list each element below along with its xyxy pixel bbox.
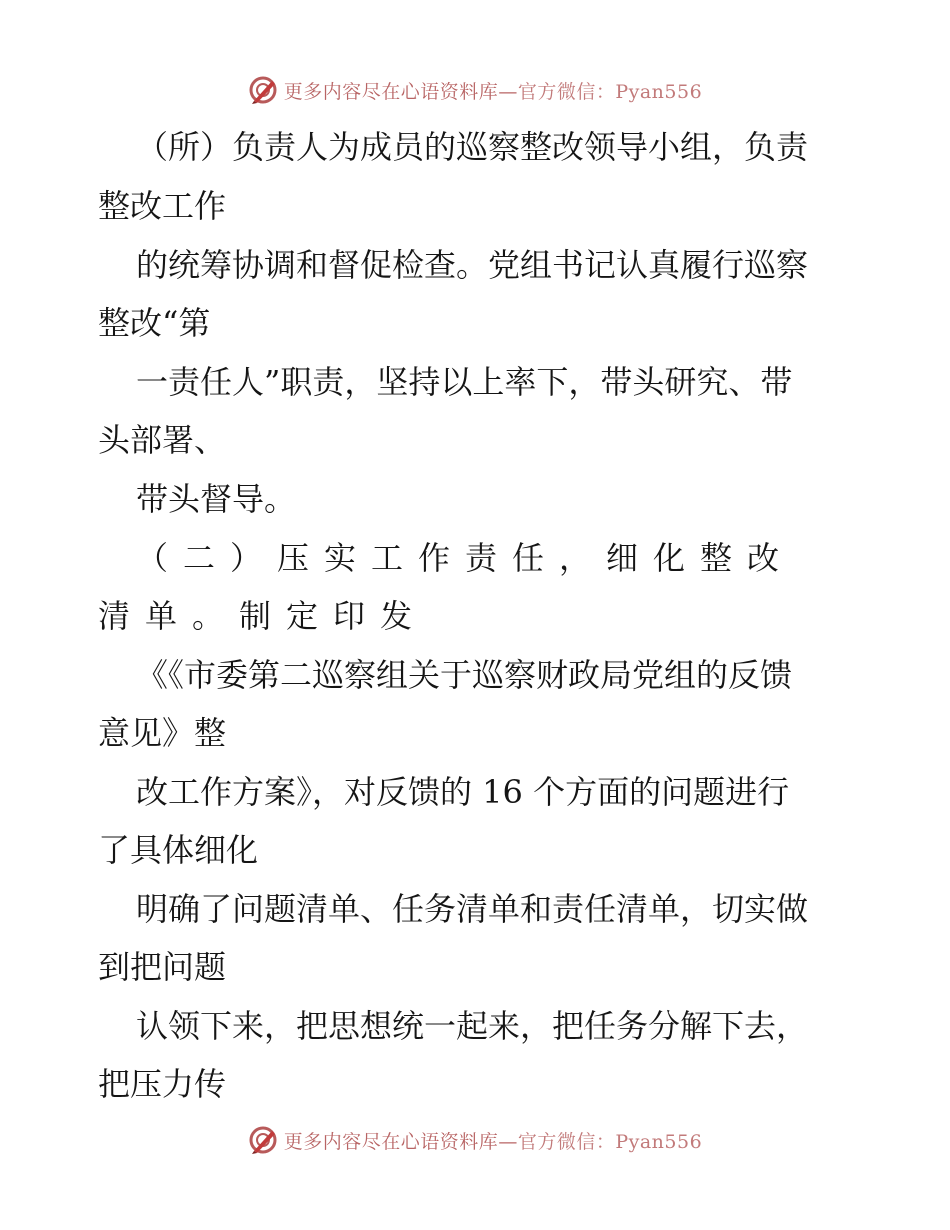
text-line: 整改工作	[98, 187, 227, 225]
text-line: 一责任人”职责，坚持以上率下，带头研究、带	[136, 363, 793, 401]
text-line: 意见》整	[98, 714, 227, 752]
text-line: 了具体细化	[98, 831, 259, 869]
watermark-account: Pyan556	[615, 80, 703, 103]
text-line: 整改“第	[98, 304, 211, 342]
text-line: 《《市委第二巡察组关于巡察财政局党组的反馈	[136, 656, 793, 694]
text-line: 头部署、	[98, 421, 227, 459]
text-line: 清单。制定印发	[98, 597, 428, 635]
pen-logo-icon	[248, 1125, 278, 1155]
text-line: 的统筹协调和督促检查。党组书记认真履行巡察	[136, 246, 809, 284]
watermark-sub-text: 官方微信：	[517, 1130, 616, 1153]
text-line: （所）负责人为成员的巡察整改领导小组，负责	[136, 128, 809, 166]
watermark-account: Pyan556	[615, 1130, 703, 1153]
text-line: 带头督导。	[136, 480, 297, 518]
text-line: 明确了问题清单、任务清单和责任清单，切实做	[136, 890, 809, 928]
watermark-main-text: 更多内容尽在心语资料库	[283, 80, 499, 103]
footer-watermark-banner	[0, 1120, 950, 1160]
watermark-text	[284, 1127, 702, 1154]
watermark-dash: —	[498, 1130, 518, 1153]
text-line: 改工作方案》，对反馈的 16 个方面的问题进行	[136, 773, 790, 811]
section-heading-line: （二）压实工作责任，细化整改	[136, 539, 795, 577]
watermark-main-text: 更多内容尽在心语资料库	[283, 1130, 499, 1153]
watermark-dash: —	[498, 80, 518, 103]
text-line: 把压力传	[98, 1065, 227, 1103]
watermark-sub-text: 官方微信：	[517, 80, 616, 103]
text-line: 到把问题	[98, 948, 227, 986]
text-line: 认领下来，把思想统一起来，把任务分解下去，	[136, 1007, 809, 1045]
